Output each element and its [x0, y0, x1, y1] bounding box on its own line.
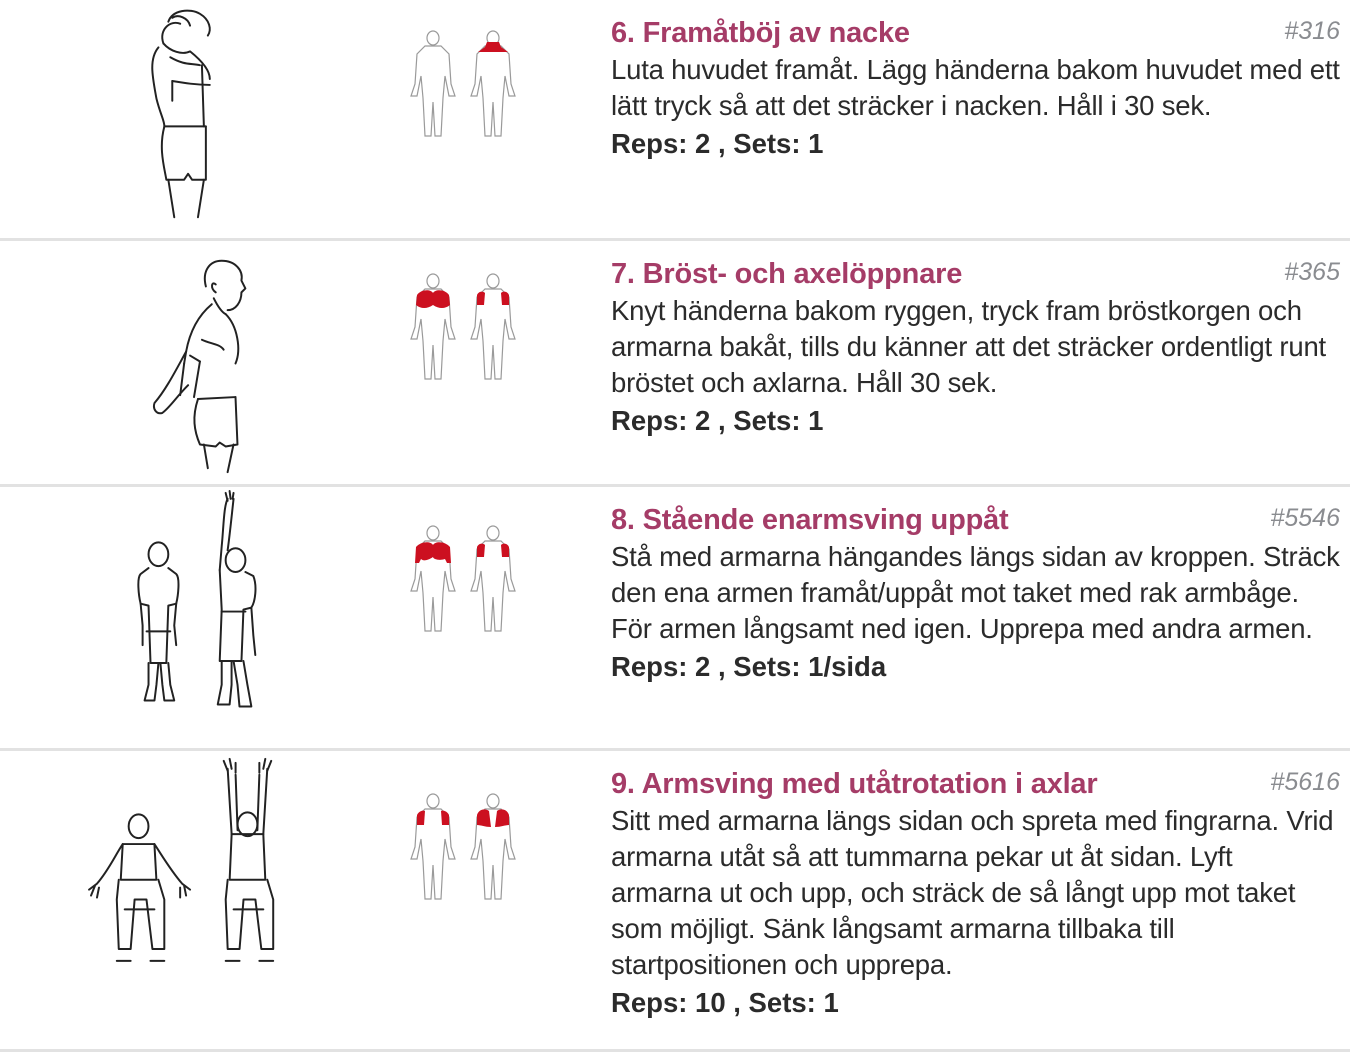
exercise-id: #5616	[1270, 768, 1340, 796]
exercise-content	[611, 501, 1340, 687]
muscle-map	[405, 271, 525, 383]
exercise-illustration	[60, 751, 330, 1049]
exercise-description: Sitt med armarna längs sidan och spreta med fingrarna. Vrid armarna utåt så att tummarna pekar ut åt sidan. Lyft armarna ut och upp, och sträck de så långt upp mot taket som möjligt. Sänk långsamt armarna tillbaka till startpositionen och upprepa.	[611, 805, 1334, 980]
muscle-map	[405, 523, 525, 635]
exercise-content	[611, 765, 1340, 1023]
exercise-row	[0, 0, 1350, 241]
exercise-reps-sets: Reps: 2 , Sets: 1	[611, 128, 824, 159]
exercise-title[interactable]: 6. Framåtböj av nacke	[611, 17, 910, 49]
exercise-id: #5546	[1270, 504, 1340, 532]
exercise-reps-sets: Reps: 10 , Sets: 1	[611, 987, 839, 1018]
muscle-map-shoulders-upper-back-icon	[405, 791, 525, 903]
exercise-title[interactable]: 8. Stående enarmsving uppåt	[611, 504, 1009, 536]
exercise-content	[611, 14, 1340, 164]
exercise-row	[0, 751, 1350, 1052]
one-arm-raise-figure-icon	[60, 487, 330, 748]
chest-opener-figure-icon	[60, 241, 330, 484]
neck-stretch-figure-icon	[60, 0, 330, 238]
muscle-map	[405, 791, 525, 903]
exercise-reps-sets: Reps: 2 , Sets: 1	[611, 405, 824, 436]
exercise-row	[0, 487, 1350, 751]
muscle-map-chest-shoulders-icon	[405, 271, 525, 383]
exercise-id: #365	[1284, 258, 1340, 286]
exercise-title[interactable]: 7. Bröst- och axelöppnare	[611, 258, 963, 290]
exercise-id: #316	[1284, 17, 1340, 45]
seated-arm-raise-figure-icon	[60, 751, 330, 1049]
muscle-map	[405, 28, 525, 140]
exercise-content	[611, 255, 1340, 441]
muscle-map-neck-icon	[405, 28, 525, 140]
exercise-description: Stå med armarna hängandes längs sidan av kroppen. Sträck den ena armen framåt/uppåt mot taket med rak armbåge. För armen långsamt ned igen. Upprepa med andra armen.	[611, 541, 1340, 644]
exercise-row	[0, 241, 1350, 487]
exercise-description: Luta huvudet framåt. Lägg händerna bakom huvudet med ett lätt tryck så att det sträcker i nacken. Håll i 30 sek.	[611, 54, 1340, 121]
exercise-description: Knyt händerna bakom ryggen, tryck fram bröstkorgen och armarna bakåt, tills du känner att det sträcker ordentligt runt bröstet och axlarna. Håll 30 sek.	[611, 295, 1326, 398]
exercise-reps-sets: Reps: 2 , Sets: 1/sida	[611, 651, 887, 682]
exercise-title[interactable]: 9. Armsving med utåtrotation i axlar	[611, 768, 1098, 800]
exercise-illustration	[60, 487, 330, 748]
muscle-map-chest-arms-icon	[405, 523, 525, 635]
exercise-illustration	[60, 241, 330, 484]
exercise-illustration	[60, 0, 330, 238]
